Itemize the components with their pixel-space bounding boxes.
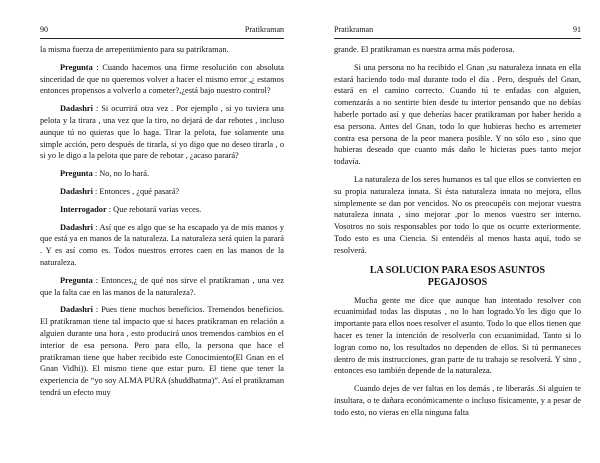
paragraph-text: la misma fuerza de arrepentimiento para su patrikraman. [40,45,229,54]
speaker-label: Pregunta [60,169,93,179]
right-header-rule [334,38,581,39]
paragraph [40,275,284,299]
left-header-rule [40,38,284,39]
left-running-title: Pratikraman [244,25,284,34]
paragraph-text: Cuando dejes de ver faltas en los demás , te liberarás .Si alguien te insultara, o te dañara económicamente o incluso físicamente, y a pesar de todo esto, no vieras en ella ninguna falta [334,384,581,417]
speaker-label: Pregunta [60,62,93,72]
paragraph [40,168,284,180]
left-page-body [40,44,284,399]
paragraph [334,62,581,168]
paragraph [40,304,284,398]
right-page [300,0,600,463]
left-page-header [40,24,284,36]
paragraph [40,62,284,97]
paragraph-text: : Cuando hacemos una firme resolución con absoluta sinceridad de que no queremos volver a hacer el mismo error ,¿ estamos entonces propensos a volverlo a cometer?,¿está bajo nuestro control? [40,62,284,96]
section-heading-line-2: PEGAJOSOS [427,276,488,288]
speaker-label: Dadashri [60,222,93,232]
paragraph [40,44,284,56]
section-heading [334,265,581,289]
right-body-before-heading [334,44,581,257]
left-page-number: 90 [40,25,48,34]
right-running-title: Pratikraman [334,25,374,34]
paragraph-text: : Así que es algo que se ha escapado ya de mis manos y que está ya en manos de la naturaleza. La naturaleza será quien la parará . Y es así como es. Todos nuestros errores caen en las manos de la naturaleza. [40,222,285,267]
right-page-body [334,44,581,419]
paragraph [334,44,581,56]
paragraph-text: : Si ocurrirá otra vez . Por ejemplo , si yo tuviera una pelota y la tirara , una vez que la tiro, no dejará de dar rebotes , incluso aunque tú no quieras que lo haga. Tirar la pelota, fue solamente una simple acción, pero después de tirarla, si yo digo que no deseo tirarla , o si yo le digo a la pelota que pare de rebotar , ¿acaso parará? [40,104,284,161]
paragraph-text: : No, no lo hará. [94,169,150,179]
speaker-label: Dadashri [60,104,93,114]
paragraph-text: : Pues tiene muchos beneficios. Tremendos beneficios. El pratikraman tiene tal impacto que si haces pratikraman en relación a alguien durante una hora , esto producirá unos tremendos cambios en el interior de esa persona. Pero para ello, la persona que hace el pratikraman tiene que haber recibido este Conocimiento(El Gnan en el Gnan Vidhi)). El mismo tiene que estar puro. El tiene que tener la experiencia de “yo soy ALMA PURA (shuddhatma)”. Así el pratikraman tendrá un efecto muy [40,305,284,397]
paragraph-text: : Entonces,¿ de qué nos sirve el pratikraman , una vez que la falta cae en las manos de la naturaleza?. [40,275,284,297]
speaker-label: Dadashri [60,186,93,196]
paragraph-text: Si una persona no ha recibido el Gnan ,su naturaleza innata en ella estará haciendo todo mal durante todo el día . Pero, después del Gnan, estará en el camino correcto. Cuando tú te enfadas con alguien, comenzarás a no sentirte bien desde tu interior pensando que no debías haberle portado así y que deberías hacer pratikraman por haber herido a esa persona. Antes del Gnan, todo lo que hubieras hecho es arremeter contra esa persona de la peor manera posible. Y no sólo eso , sino que hubieras deseado que cuanto más daño le hicieras pues tanto mejor todavía. [334,62,581,167]
right-body-after-heading [334,295,581,419]
paragraph [40,186,284,198]
paragraph-text: La naturaleza de los seres humanos es tal que ellos se convierten en su propia naturaleza innata. Si ésta naturaleza innata no mejora, ellos simplemente se dan por vencidos. No os preocupéis con mejorar vuestra naturaleza innata , sino mejorar ,por lo menos vuestro ser interno. Vosotros no sois responsables por todo lo que os ocurre exteriormente. Todo esto es una Ciencia. Si entendéis al menos hasta aquí, todo se resolverá. [334,174,581,255]
paragraph [334,295,581,378]
paragraph [40,204,284,216]
section-heading-line-1: LA SOLUCION PARA ESOS ASUNTOS [369,264,546,276]
speaker-label: Dadashri [60,305,93,315]
paragraph-text: : Que rebotará varias veces. [108,204,202,214]
right-page-number: 91 [573,25,581,34]
speaker-label: Interrogador [60,204,107,214]
paragraph-text: grande. El pratikraman es nuestra arma más poderosa. [334,45,515,54]
speaker-label: Pregunta [60,275,93,285]
paragraph-text: : Entonces , ¿qué pasará? [95,186,180,196]
paragraph [334,383,581,418]
paragraph-text: Mucha gente me dice que aunque han intentado resolver con ecuanimidad todas las disputas , no lo han logrado.Yo les digo que lo importante para ellos noes resolver el asunto. Todo lo que ellos tienen que hacer es tener la intención de resolverlo con ecuanimidad. Tanto si lo logran como no, los resultados no dependen de ellos. Si tú permaneces dentro de mis instrucciones, gran parte de tu trabajo se resolverá. Y sino , entonces eso también depende de la naturaleza. [334,295,581,376]
paragraph [40,222,284,269]
right-page-header [334,24,581,36]
paragraph [40,103,284,162]
paragraph [334,174,581,257]
